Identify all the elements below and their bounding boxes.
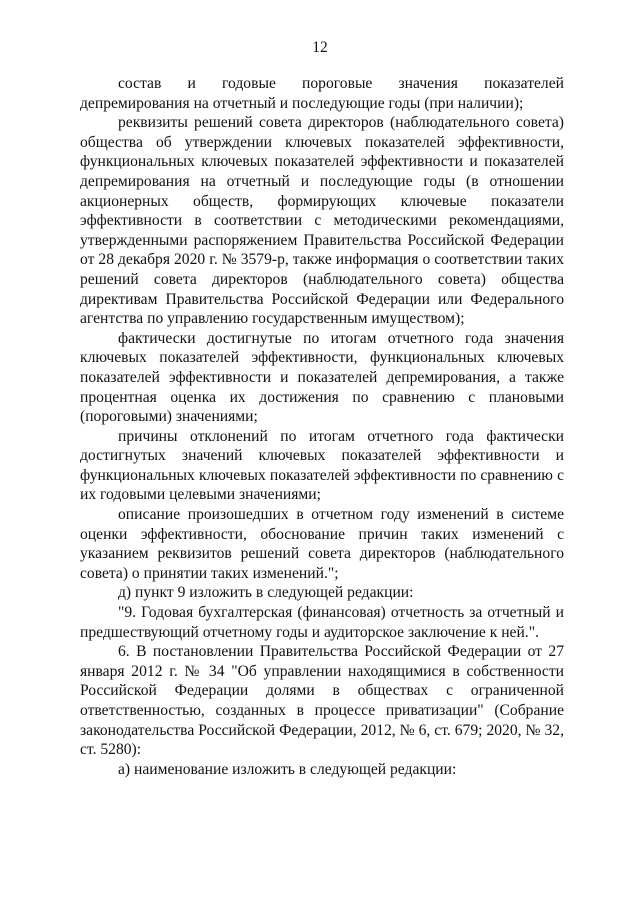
paragraph-board-decisions: реквизиты решений совета директоров (наблюдательного совета) общества об утверждении ключевых показателей эффективности, функциональных ключевых показателей эффективности и показателей депремирования на отчетный и последующие годы (в отношении акционерных обществ, формирующих ключевые показатели эффективности в соответствии с методическими рекомендациями, утвержденными распоряжением Правительства Российской Федерации от 28 декабря 2020 г. № 3579-р, также информация о соответствии таких решений совета директоров (наблюдательного совета) общества директивам Правительства Российской Федерации или Федерального агентства по управлению государственным имуществом);: [80, 114, 564, 328]
paragraph-item-9-text: "9. Годовая бухгалтерская (финансовая) отчетность за отчетный и предшествующий отчетному годы и аудиторское заключение к ней.".: [80, 604, 564, 641]
paragraph-item-9-intro: д) пункт 9 изложить в следующей редакции:: [118, 584, 414, 602]
paragraph-resolution-34: 6. В постановлении Правительства Российской Федерации от 27 января 2012 г. № 34 "Об управлении находящимися в собственности Российской Федерации долями в обществах с ограниченной ответственностью, созданных в процессе приватизации" (Собрание законодательства Российской Федерации, 2012, № 6, ст. 679; 2020, № 32, ст. 5280):: [80, 643, 564, 759]
paragraph-depremirovanie-thresholds: состав и годовые пороговые значения показателей депремирования на отчетный и последующие годы (при наличии);: [80, 75, 564, 112]
paragraph-deviation-reasons: причины отклонений по итогам отчетного года фактически достигнутых значений ключевых показателей эффективности и функциональных ключевых показателей эффективности по сравнению с их годовыми целевыми значениями;: [80, 427, 564, 504]
paragraph-name-change: а) наименование изложить в следующей редакции:: [118, 760, 457, 778]
page-number: 12: [312, 39, 328, 56]
document-body: [80, 74, 564, 779]
paragraph-system-changes: описание произошедших в отчетном году изменений в системе оценки эффективности, обоснование причин таких изменений с указанием реквизитов решений совета директоров (наблюдательного совета) о принятии таких изменений.";: [80, 506, 564, 582]
paragraph-actual-values: фактически достигнутые по итогам отчетного года значения ключевых показателей эффективности, функциональных ключевых показателей эффективности и показателей депремирования, а также процентная оценка их достижения по сравнению с плановыми (пороговыми) значениями;: [80, 329, 564, 426]
